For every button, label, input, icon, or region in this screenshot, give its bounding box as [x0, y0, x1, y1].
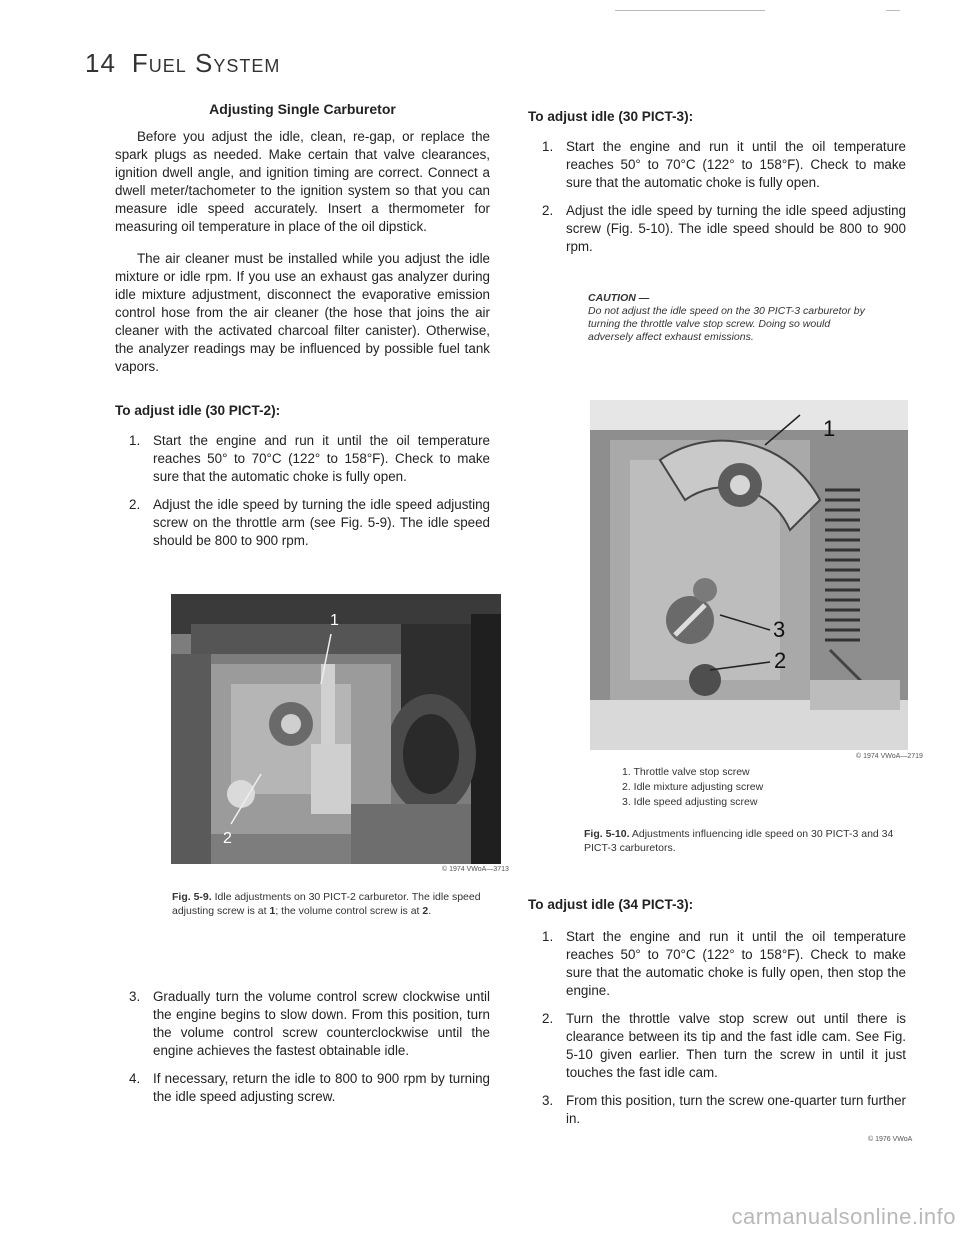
- page-header: [85, 48, 280, 79]
- steps-34-pict-3: [528, 928, 906, 1128]
- intro-paragraph: Before you adjust the idle, clean, re-gap, or replace the spark plugs as needed. Make certain that valve clearances, ignition dwell angle, and ignition timing are correct. Connect a dwell meter/tachometer to the ignition system so that you can measure idle speed accurately. Insert a thermometer for measuring oil temperature in place of the oil dipstick.: [115, 129, 490, 234]
- chapter-title: Fuel System: [131, 48, 281, 78]
- carburetor-photo-illustration: [171, 594, 501, 864]
- figure-5-10-photo: [590, 400, 908, 750]
- subheading-30-pict-2: To adjust idle (30 PICT-2):: [115, 403, 281, 418]
- section-title: Adjusting Single Carburetor: [209, 101, 396, 117]
- legend-item: 2. Idle mixture adjusting screw: [622, 781, 764, 793]
- figure-caption-label: Fig. 5-9.: [172, 891, 212, 903]
- figure-caption-label: Fig. 5-10.: [584, 828, 630, 840]
- left-column-continued: [115, 988, 490, 1116]
- watermark: carmanualsonline.info: [731, 1204, 956, 1229]
- figure-label-2: 2: [774, 648, 787, 673]
- steps-30-pict-3: [528, 138, 906, 256]
- figure-label-1: 1: [330, 612, 339, 629]
- legend-item: 3. Idle speed adjusting screw: [622, 796, 758, 808]
- top-rule: [615, 10, 765, 11]
- subheading-30-pict-3: To adjust idle (30 PICT-3):: [528, 109, 694, 124]
- list-item: 3. Gradually turn the volume control screw clockwise until the engine begins to slow down. From this position, turn the volume control screw counterclockwise until the engine achieves the fastest obtainable idle.: [129, 989, 490, 1058]
- list-item: 1. Start the engine and run it until the oil temperature reaches 50° to 70°C (122° to 158°F). Check to make sure that the automatic choke is fully open, then stop the engine.: [542, 929, 906, 998]
- figure-5-10-caption: Fig. 5-10. Adjustments influencing idle speed on 30 PICT-3 and 34 PICT-3 carburetors.: [584, 828, 894, 854]
- carburetor-closeup-illustration: [590, 400, 908, 750]
- figure-5-9-photo: [171, 594, 501, 864]
- list-item: 4. If necessary, return the idle to 800 to 900 rpm by turning the idle speed adjusting screw.: [129, 1071, 490, 1104]
- page-number: 14: [85, 48, 116, 78]
- figure-label-3: 3: [773, 617, 786, 642]
- subheading-34-pict-3: To adjust idle (34 PICT-3):: [528, 897, 694, 912]
- list-item: 2. Adjust the idle speed by turning the idle speed adjusting screw on the throttle arm (see Fig. 5-9). The idle speed should be 800 to 900 rpm.: [129, 497, 490, 548]
- caution-text: Do not adjust the idle speed on the 30 PICT-3 carburetor by turning the throttle valve stop screw. Doing so would adversely affect exhaust emissions.: [588, 305, 865, 343]
- air-cleaner-paragraph: The air cleaner must be installed while you adjust the idle mixture or idle rpm. If you use an exhaust gas analyzer during idle mixture adjustment, disconnect the evaporative emission control hose from the air cleaner (the hose that joins the air cleaner with the activated charcoal filter canister). Otherwise, the analyzer readings may be influenced by possible fuel tank vapors.: [115, 251, 490, 374]
- figure-5-10-legend: [622, 765, 763, 810]
- figure-label-2: 2: [223, 830, 232, 847]
- list-item: 2. Turn the throttle valve stop screw out until there is clearance between its tip and the fast idle cam. See Fig. 5-10 given earlier. Then turn the screw in until it just touches the fast idle cam.: [542, 1011, 906, 1080]
- caution-title: CAUTION —: [588, 292, 650, 304]
- steps-30-pict-2-continued: [115, 988, 490, 1106]
- figure-label-1: 1: [823, 416, 836, 441]
- left-column: [115, 100, 490, 560]
- steps-30-pict-2: [115, 432, 490, 550]
- list-item: 3. From this position, turn the screw one-quarter turn further in.: [542, 1093, 906, 1126]
- page-credit: © 1976 VWoA: [868, 1136, 913, 1143]
- list-item: 2. Adjust the idle speed by turning the idle speed adjusting screw (Fig. 5-10). The idle speed should be 800 to 900 rpm.: [542, 203, 906, 254]
- figure-5-10-credit: © 1974 VWoA—2719: [856, 753, 923, 760]
- legend-item: 1. Throttle valve stop screw: [622, 766, 750, 778]
- caution-box: [588, 292, 866, 344]
- figure-5-9-caption: Fig. 5-9. Idle adjustments on 30 PICT-2 carburetor. The idle speed adjusting screw is at 1; the volume control screw is at 2.: [172, 891, 481, 917]
- list-item: 1. Start the engine and run it until the oil temperature reaches 50° to 70°C (122° to 158°F). Check to make sure that the automatic choke is fully open.: [542, 139, 906, 190]
- figure-5-9-credit: © 1974 VWoA—3713: [442, 866, 509, 873]
- right-column-continued: [528, 896, 906, 1138]
- list-item: 1. Start the engine and run it until the oil temperature reaches 50° to 70°C (122° to 158°F). Check to make sure that the automatic choke is fully open.: [129, 433, 490, 484]
- right-column: [528, 108, 906, 266]
- top-rule-short: [886, 10, 900, 11]
